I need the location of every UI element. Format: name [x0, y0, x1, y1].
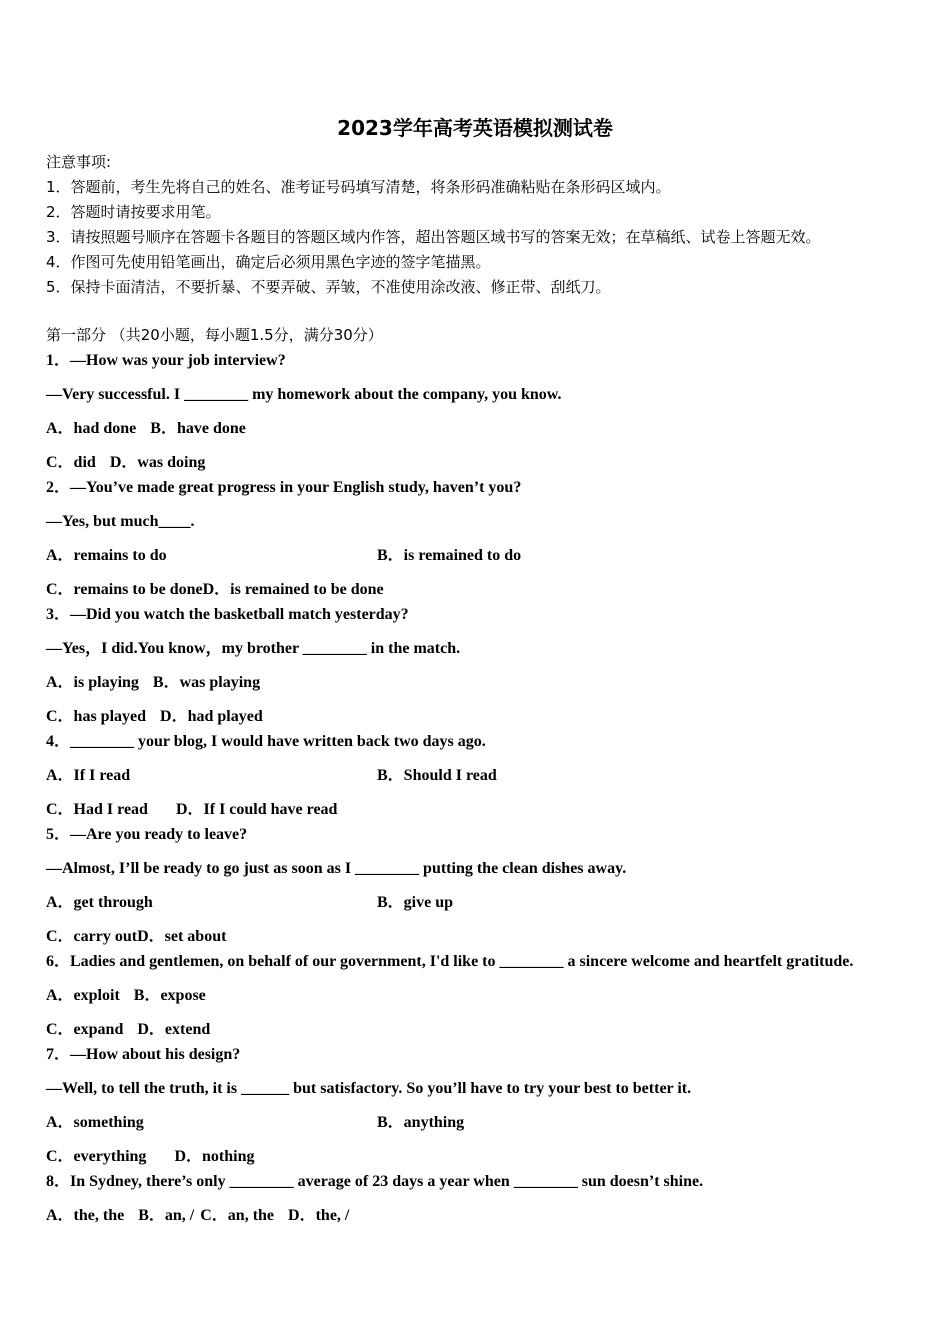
note-item: 3．请按照题号顺序在答题卡各题目的答题区域内作答，超出答题区域书写的答案无效；在草稿纸、试卷上答题无效。	[46, 228, 821, 246]
notes-heading: 注意事项:	[46, 153, 112, 171]
option-c: C．everything	[46, 1148, 147, 1165]
option-row	[46, 670, 926, 695]
option-row	[46, 1144, 926, 1169]
option-a: A．get through	[46, 894, 153, 911]
option-row	[46, 1017, 926, 1042]
option-row	[46, 543, 926, 568]
option-row	[46, 890, 926, 915]
option-c: C．remains to be done	[46, 581, 203, 598]
section-heading: 第一部分 （共20小题，每小题1.5分，满分30分）	[46, 326, 383, 344]
question-line: —Yes，I did.You know，my brother ________ in the match.	[46, 640, 461, 657]
option-c: C．expand	[46, 1021, 124, 1038]
question-stem: 7．—How about his design?	[46, 1046, 241, 1063]
option-b: B．give up	[377, 894, 454, 911]
question-line: —Yes, but much____.	[46, 513, 195, 530]
option-d: D．If I could have read	[175, 801, 338, 818]
option-d: D．the, /	[288, 1207, 350, 1224]
question-stem: 4．________ your blog, I would have written back two days ago.	[46, 733, 486, 750]
option-c: C．did	[46, 454, 96, 471]
note-item: 2．答题时请按要求用笔。	[46, 203, 221, 221]
option-d: D．had played	[160, 708, 263, 725]
option-d: D．nothing	[174, 1148, 255, 1165]
question-stem: 2．—You’ve made great progress in your English study, haven’t you?	[46, 479, 522, 496]
option-c: C．has played	[46, 708, 147, 725]
option-row	[46, 797, 926, 822]
option-b: B．expose	[133, 987, 206, 1004]
option-b: B．have done	[150, 420, 246, 437]
option-d: D．extend	[137, 1021, 211, 1038]
option-d: D．set about	[137, 928, 227, 945]
question-stem: 5．—Are you ready to leave?	[46, 826, 248, 843]
option-a: A．something	[46, 1114, 144, 1131]
option-c: C．carry out	[46, 928, 138, 945]
option-a: A．the, the	[46, 1207, 125, 1224]
option-a: A．exploit	[46, 987, 120, 1004]
option-b: B．is remained to do	[377, 547, 522, 564]
option-c: C．Had I read	[46, 801, 148, 818]
option-row	[46, 577, 926, 602]
option-row	[46, 924, 926, 949]
option-row	[46, 1203, 926, 1228]
option-b: B．an, /	[138, 1207, 195, 1224]
option-row	[46, 416, 926, 441]
question-line: —Very successful. I ________ my homework about the company, you know.	[46, 386, 562, 403]
option-row	[46, 983, 926, 1008]
option-a: A．remains to do	[46, 547, 167, 564]
option-row	[46, 1110, 926, 1135]
question-stem: 3．—Did you watch the basketball match yesterday?	[46, 606, 409, 623]
page-title: 2023学年高考英语模拟测试卷	[337, 116, 613, 140]
note-item: 5．保持卡面清洁，不要折暴、不要弄破、弄皱，不准使用涂改液、修正带、刮纸刀。	[46, 278, 611, 296]
option-row	[46, 763, 926, 788]
option-a: A．had done	[46, 420, 137, 437]
question-stem: 6．Ladies and gentlemen, on behalf of our government, I'd like to ________ a sincere welcome and heartfelt gratitude.	[46, 953, 854, 970]
option-a: A．If I read	[46, 767, 131, 784]
question-line: —Almost, I’ll be ready to go just as soon as I ________ putting the clean dishes away.	[46, 860, 627, 877]
option-row	[46, 450, 926, 475]
option-d: D．is remained to be done	[202, 581, 384, 598]
questions-list	[46, 348, 926, 1228]
option-b: B．was playing	[152, 674, 261, 691]
option-d: D．was doing	[109, 454, 206, 471]
option-c: C．an, the	[200, 1207, 275, 1224]
option-b: B．Should I read	[377, 767, 497, 784]
question-stem: 1．—How was your job interview?	[46, 352, 286, 369]
option-a: A．is playing	[46, 674, 139, 691]
question-line: —Well, to tell the truth, it is ______ but satisfactory. So you’ll have to try your best to better it.	[46, 1080, 692, 1097]
option-b: B．anything	[377, 1114, 465, 1131]
question-stem: 8．In Sydney, there’s only ________ average of 23 days a year when ________ sun doesn’t shine.	[46, 1173, 704, 1190]
notes-block	[46, 150, 821, 300]
note-item: 1．答题前，考生先将自己的姓名、准考证号码填写清楚，将条形码准确粘贴在条形码区域内。	[46, 178, 671, 196]
option-row	[46, 704, 926, 729]
note-item: 4．作图可先使用铅笔画出，确定后必须用黑色字迹的签字笔描黑。	[46, 253, 491, 271]
